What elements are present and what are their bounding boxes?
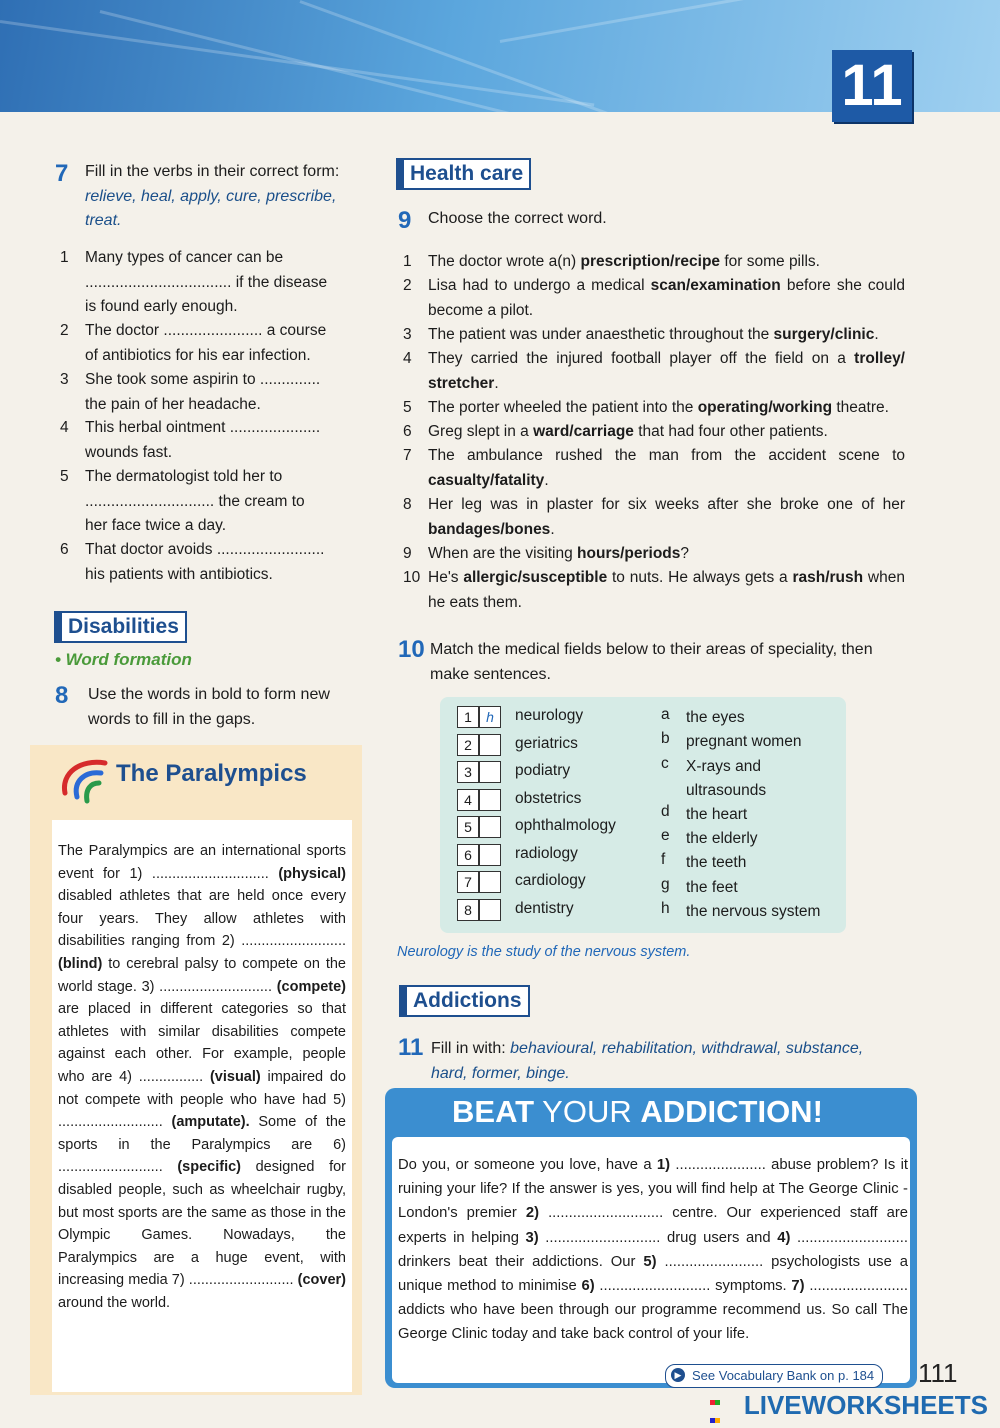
disabilities-header: Disabilities: [60, 611, 187, 643]
ex7-number: 7: [55, 160, 69, 187]
ex10-field-name: radiology: [515, 844, 578, 862]
ex10-answer-box[interactable]: [479, 789, 501, 811]
beat-title-2: YOUR: [542, 1094, 632, 1129]
ex7-item-line: .................................. if the disease: [85, 273, 328, 291]
ex7-words: relieve, heal, apply, cure, prescribe, treat.: [85, 187, 337, 229]
ex10-answer-box[interactable]: [479, 761, 501, 783]
ex9-instruction: Choose the correct word.: [428, 210, 607, 227]
ex9-item-text: The doctor wrote a(n) prescription/recipe for some pills.: [428, 253, 820, 270]
beat-text: Do you, or someone you love, have a 1) ...................... abuse problem? Is it ruining your life? If the answer is yes, you will find help at The George Clinic - London's premier 2) ............................ centre. Our experienced staff are experts in helping 3) ............................ drug users and 4) ........................... drinkers beat their addictions. Our 5) ........................ psychologists use a unique method to minimise 6) ........................... symptoms. 7) ........................ addicts who have been through our programme recommend us. So call The George Clinic today and take back control of your life.: [398, 1157, 909, 1343]
ex9-choice[interactable]: trolley/ stretcher: [428, 350, 905, 392]
ex10-number: 10: [398, 636, 425, 663]
ex7-item-number: 1: [60, 249, 69, 266]
paralympics-logo-icon: [55, 757, 113, 805]
ex9-item-text: The ambulance rushed the man from the accident scene to casualty/fatality.: [428, 447, 905, 489]
ex9-choice[interactable]: operating/working: [697, 399, 833, 416]
ex9-choice[interactable]: ward/carriage: [533, 423, 634, 440]
ex9-item-number: 7: [403, 447, 412, 464]
ex7-item-text: [85, 416, 347, 465]
paralympics-cue-word: (specific): [177, 1159, 242, 1176]
vocab-bank-text: See Vocabulary Bank on p. 184: [692, 1368, 875, 1383]
paralympics-cue-word: (cover): [297, 1272, 346, 1289]
ex7-item-line: She took some aspirin to ..............: [85, 371, 321, 388]
ex9-choice[interactable]: hours/periods: [577, 545, 681, 562]
ex7-item-text: [85, 319, 347, 368]
ex9-item-number: 3: [403, 326, 412, 343]
ex10-field-name: dentistry: [515, 899, 574, 917]
beat-title-1: BEAT: [452, 1094, 535, 1129]
ex10-answer-box[interactable]: h: [479, 706, 501, 728]
ex10-area-text: the heart: [686, 806, 748, 823]
gap-number: 5): [643, 1253, 657, 1270]
ex9-choice[interactable]: allergic/susceptible: [463, 569, 608, 586]
ex7-item-text: [85, 465, 347, 539]
watermark: LIVEWORKSHEETS: [743, 1390, 988, 1420]
gap-number: 2): [525, 1205, 540, 1222]
vocab-bank-link[interactable]: [665, 1364, 883, 1388]
ex10-area-letter: d: [661, 803, 670, 820]
ex10-field-number: 8: [457, 899, 479, 921]
ex9-item-number: 8: [403, 496, 412, 513]
ex10-field-name: neurology: [515, 707, 584, 724]
gap-number: 7): [791, 1278, 805, 1295]
ex9-item-text: He's allergic/susceptible to nuts. He always gets a rash/rush when he eats them.: [428, 569, 905, 611]
ex10-field-number: 3: [457, 761, 479, 783]
ex10-area-letter: g: [661, 876, 670, 893]
ex9-choice[interactable]: surgery/clinic: [773, 326, 875, 343]
ex7-item-line: of antibiotics for his ear infection.: [85, 346, 311, 364]
ex7-item-number: 6: [60, 541, 69, 558]
paralympics-cue-word: (visual): [209, 1068, 261, 1085]
ex7-item-line: the pain of her headache.: [85, 395, 261, 413]
liveworksheets-logo-icon: [710, 1392, 722, 1416]
ex10-answer-box[interactable]: [479, 899, 501, 921]
ex7-item-text: [85, 538, 347, 587]
ex10-field-number: 2: [457, 734, 479, 756]
ex7-item-line: Many types of cancer can be: [85, 249, 284, 266]
ex10-area-text: the teeth: [686, 854, 747, 871]
ex9-choice[interactable]: rash/rush: [792, 569, 864, 586]
ex10-field-number: 7: [457, 871, 479, 893]
ex10-field-name: podiatry: [515, 762, 571, 779]
ex7-item-line: The doctor ....................... a course: [85, 322, 327, 339]
ex7-item-line: her face twice a day.: [85, 517, 227, 534]
paralympics-cue-word: (blind): [58, 955, 103, 972]
ex10-field-name: cardiology: [515, 872, 586, 889]
ex10-instruction: Match the medical fields below to their areas of speciality, then make sentences.: [430, 641, 873, 683]
beat-title-3: ADDICTION!: [640, 1094, 823, 1129]
ex7-item-line: .............................. the cream to: [85, 492, 305, 510]
ex7-item-line: The dermatologist told her to: [85, 468, 283, 485]
gap-number: 4): [777, 1229, 791, 1246]
ex9-item-text: They carried the injured football player off the field on a trolley/ stretcher.: [428, 350, 905, 392]
ex9-choice[interactable]: casualty/fatality: [428, 471, 545, 489]
ex9-item-number: 1: [403, 253, 412, 270]
ex10-area-letter: b: [661, 730, 670, 747]
paralympics-cue-word: (physical): [278, 865, 346, 882]
ex9-item-number: 2: [403, 277, 412, 294]
ex10-answer-box[interactable]: [479, 871, 501, 893]
paralympics-cue-word: (amputate).: [171, 1114, 250, 1131]
ex10-field-number: 4: [457, 789, 479, 811]
ex8-number: 8: [55, 682, 69, 709]
ex10-field-name: geriatrics: [515, 734, 578, 752]
ex10-area-text: the elderly: [686, 830, 758, 847]
ex7-item-line: That doctor avoids .........................: [85, 541, 325, 558]
ex9-number: 9: [398, 207, 412, 234]
paralympics-text-segment: are placed in different categories so that athletes with similar disabilities compete against each other. For example, people who are 4) ................: [58, 1001, 346, 1085]
ex10-field-number: 1: [457, 706, 479, 728]
ex7-item-number: 5: [60, 468, 69, 485]
paralympics-text-segment: impaired do not compete with people who have had 5) ..........................: [58, 1068, 346, 1131]
paralympics-text: [58, 840, 346, 1314]
ex10-example: Neurology is the study of the nervous system.: [397, 944, 691, 960]
health-care-header: Health care: [402, 158, 531, 190]
ex9-item-number: 5: [403, 399, 412, 416]
ex7-item-number: 2: [60, 322, 69, 339]
ex11-instruction-text: Fill in with:: [431, 1040, 506, 1057]
ex10-area-text: the feet: [686, 879, 738, 896]
ex9-item-text: Greg slept in a ward/carriage that had four other patients.: [428, 423, 828, 440]
gap-number: 6): [581, 1278, 595, 1295]
ex7-item-line: his patients with antibiotics.: [85, 565, 273, 583]
ex9-choice[interactable]: scan/examination: [650, 277, 781, 294]
unit-badge: 11: [832, 50, 912, 122]
ex7-item-line: is found early enough.: [85, 298, 238, 315]
gap-number: 3): [525, 1229, 539, 1246]
paralympics-text-segment: designed for disabled people, such as wheelchair rugby, but most sports are the same as those in the Olympic Games. Nowadays, the Paralympics are a huge event, with increasing media 7) ..........................: [58, 1159, 346, 1289]
ex7-instruction-text: Fill in the verbs in their correct form:: [85, 163, 340, 180]
ex9-item-text: Her leg was in plaster for six weeks after she broke one of her bandages/bones.: [428, 496, 905, 538]
ex10-answer-box[interactable]: [479, 816, 501, 838]
ex9-item-number: 6: [403, 423, 412, 440]
ex9-item-text: The porter wheeled the patient into the operating/working theatre.: [428, 399, 889, 416]
word-formation-label: • Word formation: [55, 650, 192, 669]
ex9-choice[interactable]: prescription/recipe: [580, 253, 721, 270]
ex10-field-number: 5: [457, 816, 479, 838]
paralympics-text-segment: Some of the sports in the Paralympics are 6) ..........................: [58, 1114, 346, 1176]
paralympics-text-segment: to cerebral palsy to compete on the world stage. 3) ............................: [58, 955, 346, 995]
ex10-area-letter: e: [661, 827, 670, 844]
paralympics-cue-word: (compete): [276, 978, 346, 995]
ex10-area-text: pregnant women: [686, 733, 802, 750]
ex11-words: behavioural, rehabilitation, withdrawal, substance, hard, former, binge.: [431, 1040, 864, 1082]
ex11-number: 11: [398, 1034, 424, 1061]
ex10-area-text: X-rays and ultrasounds: [686, 758, 767, 799]
ex8-instruction: Use the words in bold to form new words to fill in the gaps.: [88, 686, 330, 728]
ex9-item-text: When are the visiting hours/periods?: [428, 545, 690, 562]
ex9-item-text: The patient was under anaesthetic throughout the surgery/clinic.: [428, 326, 879, 343]
ex10-area-letter: f: [661, 851, 666, 868]
ex10-area-letter: a: [661, 706, 670, 723]
gap-number: 1): [656, 1157, 671, 1173]
ex10-field-number: 6: [457, 844, 479, 866]
ex9-item-text: Lisa had to undergo a medical scan/examination before she could become a pilot.: [428, 277, 905, 319]
arrow-right-icon: ▶: [671, 1368, 685, 1382]
ex10-answer-box[interactable]: [479, 844, 501, 866]
paralympics-text-segment: disabled athletes that are held once every four years. They allow athletes with disabilities ranging from 2) ..........................: [58, 888, 346, 950]
ex7-instruction: [85, 160, 350, 234]
ex9-item-number: 10: [403, 569, 421, 586]
ex7-item-text: [85, 368, 347, 417]
ex10-area-letter: h: [661, 900, 670, 917]
ex7-item-line: wounds fast.: [85, 443, 173, 461]
addictions-header: Addictions: [405, 985, 530, 1017]
ex7-item-number: 3: [60, 371, 69, 388]
paralympics-text-segment: The Paralympics are an international sports event for 1) .............................: [58, 843, 346, 882]
ex10-answer-box[interactable]: [479, 734, 501, 756]
ex9-item-number: 4: [403, 350, 412, 367]
ex11-instruction: [431, 1036, 876, 1086]
ex10-field-name: obstetrics: [515, 789, 582, 807]
ex10-field-name: ophthalmology: [515, 817, 616, 834]
page-number: 111: [918, 1358, 958, 1388]
ex10-area-text: the eyes: [686, 709, 745, 726]
ex9-item-number: 9: [403, 545, 412, 562]
paralympics-title: The Paralympics: [116, 760, 307, 787]
beat-title: [452, 1094, 823, 1130]
ex10-area-text: the nervous system: [686, 903, 821, 920]
ex7-item-line: This herbal ointment .....................: [85, 419, 321, 436]
ex7-item-text: [85, 246, 347, 320]
ex9-choice[interactable]: bandages/bones: [428, 520, 551, 538]
ex7-item-number: 4: [60, 419, 69, 436]
ex10-area-letter: c: [661, 755, 669, 772]
paralympics-text-segment: around the world.: [58, 1294, 171, 1311]
